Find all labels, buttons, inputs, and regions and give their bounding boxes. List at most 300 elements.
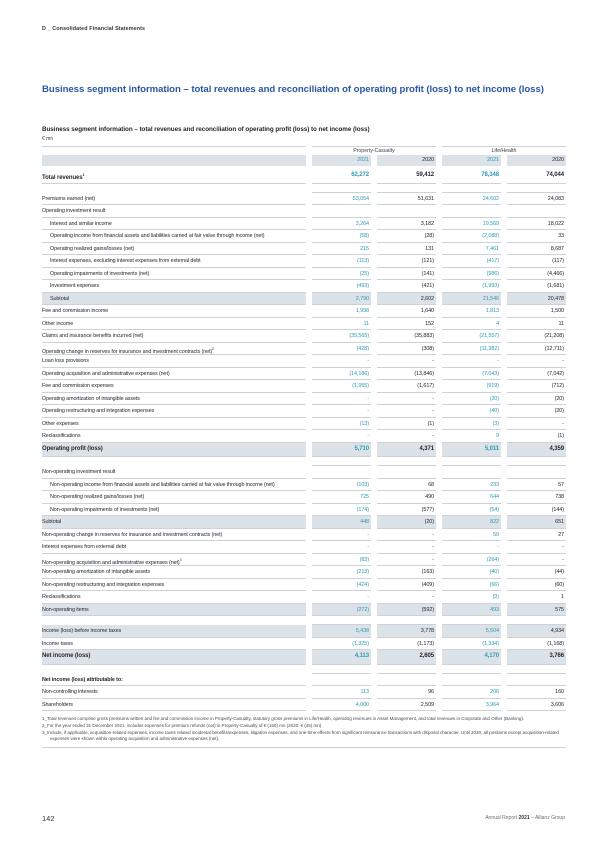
row-label-text: Fee and commission income xyxy=(42,308,109,314)
value-cell: (1,617) xyxy=(377,380,436,393)
table-row xyxy=(42,650,566,665)
row-label-text: Loan loss provisions xyxy=(42,358,89,364)
row-label-text: Total revenues xyxy=(42,175,83,181)
value-cell: 4,371 xyxy=(377,443,436,458)
value-cell xyxy=(377,674,436,687)
row-label xyxy=(42,318,306,331)
table-row xyxy=(42,674,566,687)
value-cell xyxy=(507,616,566,625)
value-cell xyxy=(377,457,436,466)
row-label xyxy=(42,169,306,184)
row-label xyxy=(42,330,306,343)
value-cell xyxy=(442,665,501,674)
table-row xyxy=(42,638,566,651)
value-cell: 9 xyxy=(442,430,501,443)
page-title: Business segment information – total revenues and reconciliation of operating profit (loss) to net income (loss) xyxy=(42,84,544,95)
row-label xyxy=(42,466,306,479)
value-cell: (712) xyxy=(507,380,566,393)
footnote-1: 1_Total revenues comprise gross premiums written and fee and commission income in Property-Casualty, statutory gross premiums in Life/Health, operating revenues in Asset Management, and total revenues in Corporate and Other (Banking). xyxy=(42,716,525,721)
value-cell: - xyxy=(442,541,501,554)
value-cell: (20) xyxy=(507,393,566,406)
row-label-text: Other income xyxy=(42,320,74,327)
value-cell: 50 xyxy=(442,529,501,542)
value-cell: (4,466) xyxy=(507,268,566,281)
value-cell xyxy=(312,457,371,466)
value-cell xyxy=(312,674,371,687)
value-cell: (20) xyxy=(377,516,436,529)
value-cell: 3,778 xyxy=(377,625,436,638)
value-cell: - xyxy=(377,355,436,368)
row-label xyxy=(42,504,306,517)
value-cell: 11 xyxy=(312,318,371,331)
value-cell: (577) xyxy=(377,504,436,517)
table-row xyxy=(42,686,566,699)
table-row xyxy=(42,566,566,579)
year-header-pc-2021: 2021 xyxy=(312,155,371,166)
value-cell: 1,500 xyxy=(507,305,566,318)
value-cell: 738 xyxy=(507,491,566,504)
value-cell: 113 xyxy=(312,686,371,699)
column-group-life-health: Life/Health xyxy=(442,146,566,155)
table-row xyxy=(42,665,566,674)
value-cell: - xyxy=(507,541,566,554)
value-cell: (40) xyxy=(442,405,501,418)
value-cell: (58) xyxy=(312,230,371,243)
row-label-text: Net income (loss) xyxy=(42,653,91,659)
value-cell xyxy=(377,466,436,479)
value-cell: 3,964 xyxy=(442,699,501,712)
row-label xyxy=(42,293,306,306)
value-cell: - xyxy=(312,541,371,554)
value-cell: 725 xyxy=(312,491,371,504)
value-cell: 57 xyxy=(507,479,566,492)
value-cell: 4,359 xyxy=(507,443,566,458)
value-cell: 96 xyxy=(377,686,436,699)
row-label xyxy=(42,579,306,592)
row-label-text: Non-operating impairments of investments (net) xyxy=(50,506,160,513)
value-cell: (121) xyxy=(377,255,436,268)
value-cell: 21,546 xyxy=(442,293,501,306)
value-cell: - xyxy=(377,393,436,406)
value-cell: 490 xyxy=(377,491,436,504)
table-row xyxy=(42,169,566,184)
row-label xyxy=(42,243,306,256)
value-cell: 19,569 xyxy=(442,218,501,231)
table-row xyxy=(42,293,566,306)
value-cell: 3,766 xyxy=(507,650,566,665)
row-label-text: Reclassifications xyxy=(42,594,81,600)
value-cell: - xyxy=(377,554,436,567)
value-cell: 62,272 xyxy=(312,169,371,184)
table-row xyxy=(42,579,566,592)
value-cell: 27 xyxy=(507,529,566,542)
value-cell: 74,044 xyxy=(507,169,566,184)
row-label-text: Non-operating investment result xyxy=(42,469,116,475)
value-cell: (421) xyxy=(377,280,436,293)
year-header-pc-2020: 2020 xyxy=(377,155,436,166)
table-title: Business segment information – total revenues and reconciliation of operating profit (loss) to net income (loss) xyxy=(42,126,370,133)
row-label-text: Operating profit (loss) xyxy=(42,445,103,452)
value-cell: (986) xyxy=(442,268,501,281)
value-cell: 4,170 xyxy=(442,650,501,665)
row-label-text: Non-operating income from financial assets and liabilities carried at fair value through income (net) xyxy=(50,481,275,488)
value-cell: (21,557) xyxy=(442,330,501,343)
value-cell: (60) xyxy=(507,579,566,592)
value-cell: (113) xyxy=(312,255,371,268)
value-cell: (144) xyxy=(507,504,566,517)
value-cell: - xyxy=(312,393,371,406)
table-row xyxy=(42,380,566,393)
row-label xyxy=(42,541,306,554)
value-cell: 3,606 xyxy=(507,699,566,712)
value-cell xyxy=(507,184,566,193)
value-cell: (44) xyxy=(507,566,566,579)
table-row xyxy=(42,491,566,504)
footer-post: – Allianz Group xyxy=(529,815,565,821)
value-cell: - xyxy=(312,355,371,368)
value-cell xyxy=(377,665,436,674)
value-cell: (35,565) xyxy=(312,330,371,343)
table-row xyxy=(42,405,566,418)
value-cell: 18,022 xyxy=(507,218,566,231)
row-label-text: Net income (loss) attributable to: xyxy=(42,676,123,683)
footer-year: 2021 xyxy=(518,815,530,821)
value-cell: (13,846) xyxy=(377,368,436,381)
value-cell xyxy=(312,665,371,674)
value-cell: 24,602 xyxy=(442,193,501,206)
row-label-text: Shareholders xyxy=(42,701,73,708)
row-label-text: Non-operating restructuring and integration expenses xyxy=(42,581,165,588)
table-row xyxy=(42,541,566,554)
row-label-text: Other expenses xyxy=(42,420,79,427)
table-row xyxy=(42,529,566,542)
year-header-lh-2020: 2020 xyxy=(507,155,566,166)
value-cell: - xyxy=(312,405,371,418)
value-cell: (213) xyxy=(312,566,371,579)
value-cell: 4,000 xyxy=(312,699,371,712)
row-label xyxy=(42,268,306,281)
row-label xyxy=(42,566,306,579)
row-label-text: Interest expenses, excluding interest expenses from external debt xyxy=(50,258,201,264)
table-row xyxy=(42,625,566,638)
row-label xyxy=(42,380,306,393)
value-cell xyxy=(442,457,501,466)
value-cell: - xyxy=(507,418,566,431)
footnote-2: 2_For the year ended 31 December 2021, includes expenses for premium refunds (net) in Property-Casualty of € (150) mn (2020: € (45) mn). xyxy=(42,722,323,728)
value-cell: (1) xyxy=(377,418,436,431)
row-label-text: Income (loss) before income taxes xyxy=(42,628,122,634)
value-cell: (1,993) xyxy=(442,280,501,293)
row-label xyxy=(42,529,306,542)
value-cell xyxy=(507,205,566,218)
value-cell: 448 xyxy=(312,516,371,529)
value-cell: 2,605 xyxy=(377,650,436,665)
row-label xyxy=(42,686,306,699)
table-row xyxy=(42,305,566,318)
value-cell: (1,955) xyxy=(312,380,371,393)
value-cell: 11 xyxy=(507,318,566,331)
value-cell: 152 xyxy=(377,318,436,331)
value-cell: 575 xyxy=(507,604,566,617)
footnote-3: 3_Include, if applicable, acquisition-related expenses, income taxes related incidental benefits/expenses, litigation expenses, and one-time effects from significant reinsurance transactions with disposal character. Until 2020, all positions except acquisition-related expenses were shown within operating acquisition and administrative expenses (net). xyxy=(42,729,559,742)
value-cell: 651 xyxy=(507,516,566,529)
table-row xyxy=(42,218,566,231)
row-label-text: Claims and insurance benefits incurred (net) xyxy=(42,333,144,339)
footnote-marker: 1 xyxy=(82,173,85,177)
row-label xyxy=(42,443,306,458)
page-number: 142 xyxy=(42,814,55,823)
row-label-text: Operating income from financial assets and liabilities carried at fair value through income (net) xyxy=(50,233,265,239)
value-cell: 33 xyxy=(507,230,566,243)
row-label xyxy=(42,305,306,318)
row-label-text: Operating investment result xyxy=(42,208,106,214)
value-cell: 822 xyxy=(442,516,501,529)
footer-report-label xyxy=(485,815,565,821)
value-cell: - xyxy=(377,591,436,604)
value-cell: - xyxy=(312,529,371,542)
row-label-text: Non-controlling interests xyxy=(42,689,98,695)
value-cell: 1 xyxy=(507,591,566,604)
table-row xyxy=(42,616,566,625)
value-cell: (54) xyxy=(442,504,501,517)
table-row xyxy=(42,368,566,381)
row-label xyxy=(42,430,306,443)
value-cell: 5,504 xyxy=(442,625,501,638)
value-cell: 7,461 xyxy=(442,243,501,256)
value-cell: - xyxy=(377,430,436,443)
footnotes xyxy=(42,716,566,743)
value-cell: (3) xyxy=(442,418,501,431)
value-cell: (7,042) xyxy=(507,368,566,381)
row-label-text: Premiums earned (net) xyxy=(42,195,96,202)
value-cell: (493) xyxy=(312,280,371,293)
value-cell: 206 xyxy=(442,686,501,699)
row-label xyxy=(42,554,306,567)
value-cell: (272) xyxy=(312,604,371,617)
table-row xyxy=(42,355,566,368)
row-label xyxy=(42,638,306,651)
row-label xyxy=(42,616,306,624)
table-row xyxy=(42,230,566,243)
value-cell: (264) xyxy=(442,554,501,567)
table-row xyxy=(42,457,566,466)
row-label-text: Operating restructuring and integration expenses xyxy=(42,408,155,414)
value-cell: (417) xyxy=(442,255,501,268)
value-cell: (14,186) xyxy=(312,368,371,381)
value-cell: 5,710 xyxy=(312,443,371,458)
value-cell: (174) xyxy=(312,504,371,517)
row-label xyxy=(42,591,306,604)
table-row xyxy=(42,193,566,206)
value-cell xyxy=(442,616,501,625)
value-cell: (117) xyxy=(507,255,566,268)
row-label xyxy=(42,393,306,406)
value-cell: (1,325) xyxy=(312,638,371,651)
value-cell xyxy=(312,184,371,193)
row-label xyxy=(42,255,306,268)
table-row xyxy=(42,554,566,567)
value-cell: (308) xyxy=(377,343,436,356)
value-cell: 131 xyxy=(377,243,436,256)
value-cell: - xyxy=(312,430,371,443)
footer-pre: Annual Report xyxy=(485,815,519,821)
table-row xyxy=(42,243,566,256)
table-row xyxy=(42,591,566,604)
value-cell xyxy=(442,184,501,193)
year-header-row xyxy=(42,155,566,166)
value-cell: 5,011 xyxy=(442,443,501,458)
row-label xyxy=(42,650,306,665)
row-label xyxy=(42,699,306,712)
row-label xyxy=(42,343,306,356)
value-cell: (424) xyxy=(312,579,371,592)
row-label-text: Operating change in reserves for insurance and investment contracts (net) xyxy=(42,348,213,355)
value-cell: 24,083 xyxy=(507,193,566,206)
value-cell: - xyxy=(507,355,566,368)
value-cell: (919) xyxy=(442,380,501,393)
value-cell: (592) xyxy=(377,604,436,617)
table-row xyxy=(42,504,566,517)
value-cell xyxy=(312,466,371,479)
row-label xyxy=(42,405,306,418)
year-header-spacer xyxy=(42,155,306,166)
row-label-text: Subtotal xyxy=(50,295,69,302)
value-cell: 215 xyxy=(312,243,371,256)
value-cell: - xyxy=(507,554,566,567)
value-cell: 3,182 xyxy=(377,218,436,231)
row-label xyxy=(42,479,306,492)
footnote-divider xyxy=(42,747,566,748)
value-cell: 2,602 xyxy=(377,293,436,306)
value-cell: 2,509 xyxy=(377,699,436,712)
value-cell: (1,681) xyxy=(507,280,566,293)
table-body xyxy=(42,169,566,711)
value-cell: (11,382) xyxy=(442,343,501,356)
row-label xyxy=(42,457,306,465)
value-cell: (12,711) xyxy=(507,343,566,356)
value-cell xyxy=(507,665,566,674)
row-label xyxy=(42,355,306,368)
table-row xyxy=(42,479,566,492)
footnote-marker: 3 xyxy=(179,557,182,562)
table-row xyxy=(42,430,566,443)
row-label-text: Reclassifications xyxy=(42,433,81,439)
row-label xyxy=(42,368,306,381)
column-group-row xyxy=(42,146,566,155)
value-cell: - xyxy=(377,405,436,418)
row-label xyxy=(42,280,306,293)
value-cell: 4,113 xyxy=(312,650,371,665)
value-cell: (1) xyxy=(507,430,566,443)
row-label-text: Non-operating realized gains/losses (net) xyxy=(50,494,145,500)
value-cell xyxy=(312,205,371,218)
value-cell: (13) xyxy=(312,418,371,431)
row-label-text: Interest and similar income xyxy=(50,220,112,227)
value-cell: (2,088) xyxy=(442,230,501,243)
value-cell xyxy=(507,674,566,687)
value-cell xyxy=(377,616,436,625)
row-label-text: Operating impairments of investments (net) xyxy=(50,270,150,277)
table-row xyxy=(42,280,566,293)
row-label-text: Non-operating acquisition and administrative expenses (net) xyxy=(42,559,180,566)
row-label xyxy=(42,625,306,638)
value-cell: 4 xyxy=(442,318,501,331)
row-label-text: Operating realized gains/losses (net) xyxy=(50,245,135,252)
value-cell: 1,998 xyxy=(312,305,371,318)
value-cell xyxy=(377,205,436,218)
value-cell: 160 xyxy=(507,686,566,699)
table-row xyxy=(42,184,566,193)
value-cell: - xyxy=(442,355,501,368)
row-label xyxy=(42,205,306,218)
row-label-text: Non-operating change in reserves for insurance and investment contracts (net) xyxy=(42,531,223,538)
value-cell: (163) xyxy=(377,566,436,579)
value-cell xyxy=(507,466,566,479)
value-cell: (141) xyxy=(377,268,436,281)
value-cell: 8,687 xyxy=(507,243,566,256)
value-cell: 3,264 xyxy=(312,218,371,231)
value-cell xyxy=(312,616,371,625)
row-label xyxy=(42,491,306,504)
row-label-text: Investment expenses xyxy=(50,283,100,289)
value-cell: - xyxy=(377,541,436,554)
value-cell: (1,173) xyxy=(377,638,436,651)
value-cell: (1,168) xyxy=(507,638,566,651)
value-cell: (20) xyxy=(507,405,566,418)
value-cell: 4,934 xyxy=(507,625,566,638)
value-cell: 68 xyxy=(377,479,436,492)
value-cell: 5,438 xyxy=(312,625,371,638)
row-label-text: Income taxes xyxy=(42,640,73,647)
value-cell: 233 xyxy=(442,479,501,492)
row-label xyxy=(42,516,306,529)
table-unit-label: € mn xyxy=(42,136,54,142)
value-cell: 20,478 xyxy=(507,293,566,306)
row-label-text: Non-operating amortization of intangible assets xyxy=(42,569,150,575)
value-cell xyxy=(377,184,436,193)
row-label-text: Operating amortization of intangible assets xyxy=(42,395,140,402)
group-spacer xyxy=(42,146,306,155)
table-row xyxy=(42,393,566,406)
row-label-text: Operating acquisition and administrative expenses (net) xyxy=(42,370,170,377)
value-cell: 1,813 xyxy=(442,305,501,318)
value-cell: 51,631 xyxy=(377,193,436,206)
row-label-text: Subtotal xyxy=(42,519,61,525)
row-label-text: Non-operating items xyxy=(42,606,89,613)
value-cell: (20) xyxy=(442,393,501,406)
value-cell xyxy=(442,466,501,479)
row-label xyxy=(42,665,306,673)
value-cell: (25) xyxy=(312,268,371,281)
value-cell xyxy=(442,205,501,218)
value-cell: (9) xyxy=(442,591,501,604)
value-cell: 2,790 xyxy=(312,293,371,306)
value-cell: 53,054 xyxy=(312,193,371,206)
value-cell xyxy=(442,674,501,687)
year-header-lh-2021: 2021 xyxy=(442,155,501,166)
chapter-header: D _ Consolidated Financial Statements xyxy=(42,26,146,32)
segment-table xyxy=(42,146,566,748)
row-label xyxy=(42,193,306,206)
table-row xyxy=(42,466,566,479)
table-row xyxy=(42,604,566,617)
value-cell xyxy=(507,457,566,466)
value-cell: (409) xyxy=(377,579,436,592)
value-cell: (21,208) xyxy=(507,330,566,343)
row-label-text: Interest expenses from external debt xyxy=(42,544,126,550)
table-row xyxy=(42,699,566,712)
value-cell: 59,412 xyxy=(377,169,436,184)
